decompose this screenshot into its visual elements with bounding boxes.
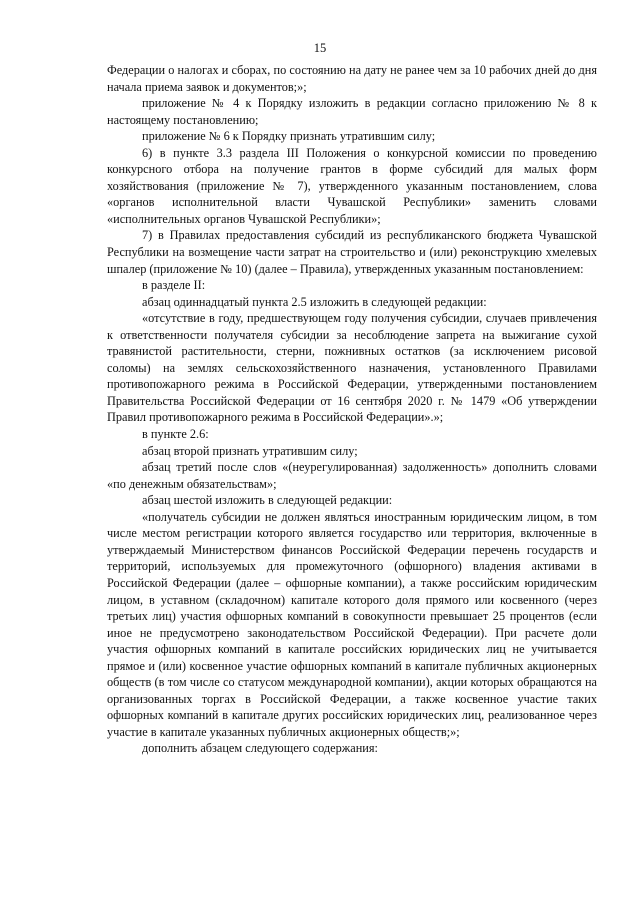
paragraph-clause-2-6: в пункте 2.6: [142,427,209,442]
paragraph-sixth-amend: абзац шестой изложить в следующей редакции: [142,493,393,508]
paragraph-section-2: в разделе II: [142,278,206,293]
paragraph-quote-fire-rules: «отсутствие в году, предшествующем году получения субсидии, случаев привлечения к ответственности получателя субсидии за несоблюдение запрета на выжигание сухой травянистой растительности, стерни, пожнивных остатков (за исключением рисовой соломы) на землях сельскохозяйственного назначения, установленного Правилами противопожарного режима в Российской Федерации, утвержденными постановлением Правительства Российской Федерации от 16 сентября 2020 г. № 1479 «Об утверждении Правил противопожарного режима в Российской Федерации».»; [107,311,597,425]
paragraph-add-abzac: дополнить абзацем следующего содержания: [142,741,378,756]
paragraph-clause-2-5: абзац одиннадцатый пункта 2.5 изложить в следующей редакции: [142,294,487,309]
paragraph-annex-4: приложение № 4 к Порядку изложить в редакции согласно приложению № 8 к настоящему постановлению; [107,96,597,127]
paragraph-item-6: 6) в пункте 3.3 раздела III Положения о конкурсной комиссии по проведению конкурсного отбора на получение грантов в форме субсидий для малых форм хозяйствования (приложение № 7), утвержденного указанным постановлением, слова «органов исполнительной власти Чувашской Республики» заменить словами «исполнительных органов Чувашской Республики»; [107,145,597,226]
paragraph-item-7: 7) в Правилах предоставления субсидий из республиканского бюджета Чувашской Республики на возмещение части затрат на строительство и (или) реконструкцию хмелевых шпалер (приложение № 10) (далее – Правила), утвержденных указанным постановлением: [107,228,597,276]
page-number: 15 [313,41,327,55]
document-body [107,62,597,757]
paragraph-third-amend: абзац третий после слов «(неурегулированная) задолженность» дополнить словами «по денежным обязательствам»; [107,460,597,491]
paragraph-quote-offshore: «получатель субсидии не должен являться иностранным юридическим лицом, в том числе местом регистрации которого является государство или территория, включенные в утверждаемый Министерством финансов Российской Федерации перечень государств и территорий, используемых для промежуточного (офшорного) владения активами в Российской Федерации (далее – офшорные компании), а также российским юридическим лицом, в уставном (складочном) капитале которого доля прямого или косвенного (через третьих лиц) участия офшорных компаний в совокупности превышает 25 процентов (если иное не предусмотрено законодательством Российской Федерации). При расчете доли участия офшорных компаний в капитале российских юридических лиц не учитывается прямое и (или) косвенное участие офшорных компаний в капитале публичных акционерных обществ (в том числе со статусом международной компании), акции которых обращаются на организованных торгах в Российской Федерации, а также косвенное участие таких офшорных компаний в капитале других российских юридических лиц, реализованное через участие в капитале указанных публичных акционерных обществ;»; [107,509,597,739]
paragraph-continuation: Федерации о налогах и сборах, по состоянию на дату не ранее чем за 10 рабочих дней до дня начала приема заявок и документов;»; [107,63,597,94]
paragraph-annex-6: приложение № 6 к Порядку признать утратившим силу; [142,129,436,144]
paragraph-second-void: абзац второй признать утратившим силу; [142,443,358,458]
